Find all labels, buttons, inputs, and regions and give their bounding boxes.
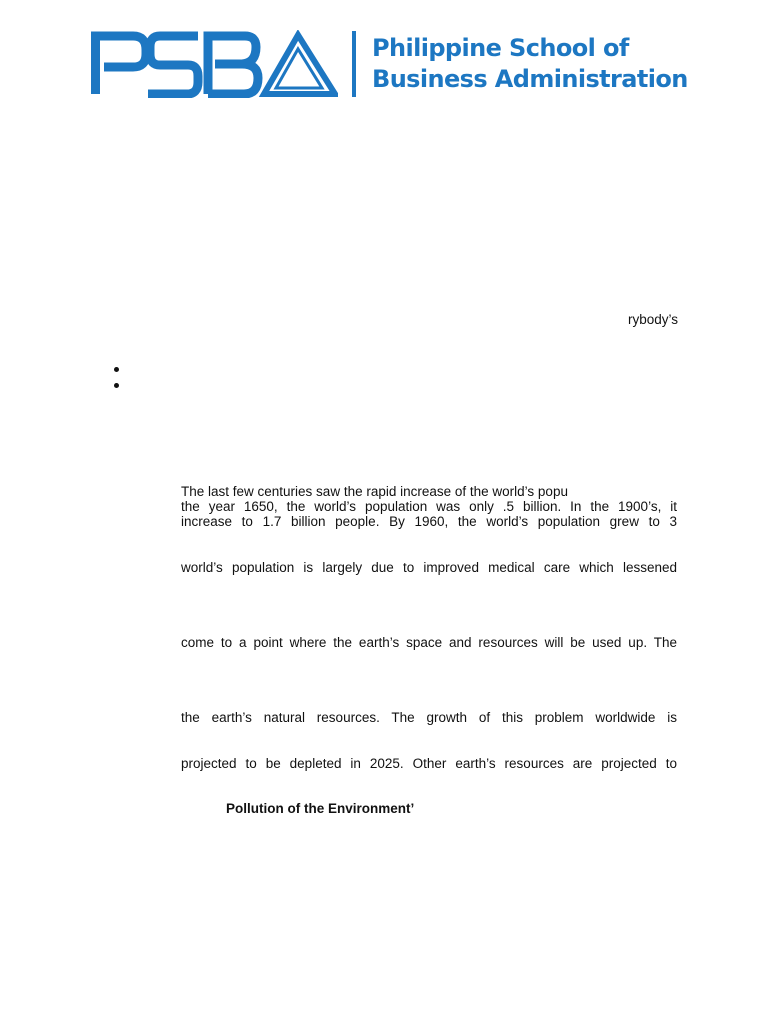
school-name-line-1: Philippine School of	[372, 34, 629, 62]
psba-logo	[90, 30, 338, 98]
paragraph-line: the year 1650, the world’s population was only .5 billion. In the 1900’s, it	[181, 499, 677, 514]
header-divider	[352, 31, 356, 97]
bullet-item	[112, 362, 122, 378]
paragraph-line: the earth’s natural resources. The growth of this problem worldwide is	[181, 710, 677, 725]
section-heading: Pollution of the Environment’	[226, 801, 415, 816]
paragraph-line: come to a point where the earth’s space and resources will be used up. The	[181, 635, 677, 650]
school-name	[372, 33, 712, 95]
paragraph-line: The last few centuries saw the rapid increase of the world’s popu	[181, 484, 568, 499]
text-fragment: rybody’s	[627, 312, 678, 327]
bullet-item	[112, 378, 122, 394]
paragraph-line: world’s population is largely due to improved medical care which lessened	[181, 560, 677, 575]
school-name-line-2: Business Administration	[372, 65, 688, 93]
paragraph-line: projected to be depleted in 2025. Other earth’s resources are projected to	[181, 756, 677, 771]
paragraph-line: increase to 1.7 billion people. By 1960, the world’s population grew to 3	[181, 514, 677, 529]
bullet-list	[112, 362, 122, 394]
